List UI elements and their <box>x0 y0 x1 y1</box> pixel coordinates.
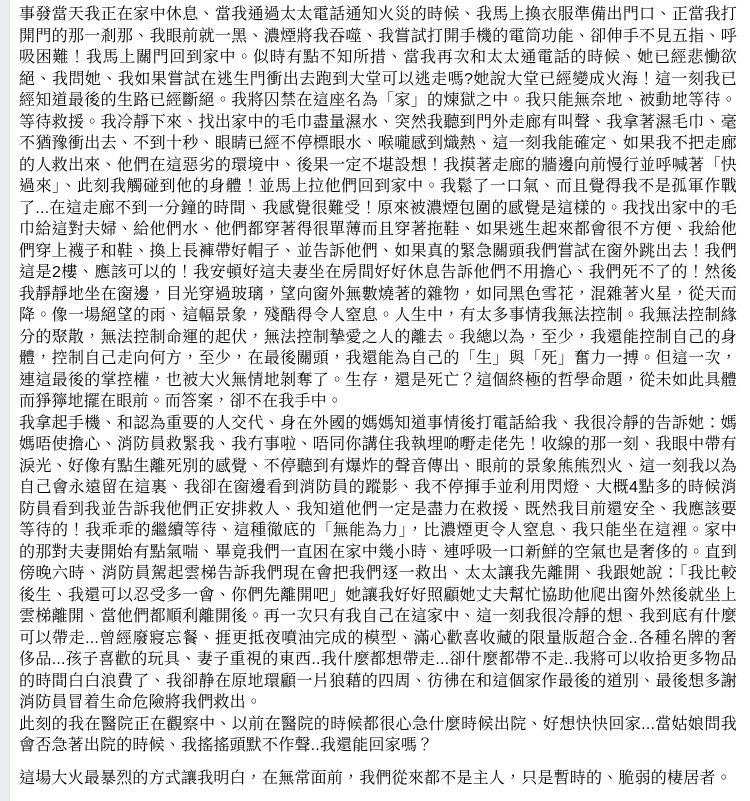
post-body-text <box>19 4 737 789</box>
paragraph-fire-outbreak: 事發當天我正在家中休息、當我通過太太電話通知火災的時候、我馬上換衣服準備出門口、正當我打開門的那一剎那、我眼前就一黑、濃煙將我吞噬、我嘗試打開手機的電筒功能、卻伸手不見五指、呼吸困難！我馬上關門回到家中。似時有點不知所措、當我再次和太太通電話的時候、她已經悲慟欲絕、我問她、我如果嘗試在逃生門衝出去跑到大堂可以逃走嗎?她說大堂已經變成火海！這一刻我已經知道最後的生路已經斷絕。我將囚禁在這座名為「家」的煉獄之中。我只能無奈地、被動地等待。等待救援。我冷靜下來、找出家中的毛巾盡量濕水、突然我聽到門外走廊有叫聲、我拿著濕毛巾、毫不猶豫衝出去、不到十秒、眼睛已經不停標眼水、喉嚨感到熾熱、這一刻我能確定、如果我不把走廊的人救出來、他們在這惡劣的環境中、後果一定不堪設想！我摸著走廊的牆邊向前慢行並呼喊著「快過來」、此刻我觸碰到他的身體！並馬上拉他們回到家中。我鬆了一口氣、而且覺得我不是孤軍作戰了...在這走廊不到一分鐘的時間、我感覺很難受！原來被濃煙包圍的感覺是這樣的。我找出家中的毛巾給這對夫婦、給他們水、他們都穿著得很單薄而且穿著拖鞋、如果逃生起來都會很不方便、我給他們穿上襪子和鞋、換上長褲帶好帽子、並告訴他們、如果真的緊急關頭我們嘗試在窗外跳出去！我們這是2樓、應該可以的！我安頓好這夫妻坐在房間好好休息告訴他們不用擔心、我們死不了的！然後我靜靜地坐在窗邊，目光穿過玻璃，望向窗外無數燒著的雜物，如同黑色雪花，混雜著火星，從天而降。像一場絕望的雨、這幅景象，殘酷得令人窒息。人生中，有太多事情我無法控制。我無法控制緣分的聚散，無法控制命運的起伏，無法控制摯愛之人的離去。我總以為，至少，我還能控制自己的身體，控制自己走向何方，至少，在最後關頭，我還能為自己的「生」與「死」奮力一搏。但這一次，連這最後的掌控權，也被大火無情地剝奪了。生存，還是死亡？這個終極的哲學命題，從未如此具體而猙獰地擺在眼前。而答案，卻不在我手中。 <box>19 6 737 410</box>
paragraph-hospital: 此刻的我在醫院正在觀察中、以前在醫院的時候都很心急什麼時候出院、好想快快回家...當姑娘問我會否急著出院的時候、我搖搖頭默不作聲..我還能回家嗎？ <box>19 715 737 754</box>
paragraph-rescue-wait: 我拿起手機、和認為重要的人交代、身在外國的媽媽知道事情後打電話給我、我很冷靜的告訴她：媽媽唔使擔心、消防員救緊我、我冇事啦、唔同你講住我執埋啲嘢走佬先！收線的那一刻、我眼中帶有淚光、好像有點生離死別的感覺、不停聽到有爆炸的聲音傳出、眼前的景象熊熊烈火、這一刻我以為自己會永遠留在這裏、我卻在窗邊看到消防員的蹤影、我不停揮手並利用閃燈、大概4點多的時候消防員看到我並告訴我他們正安排救人、我知道他們一定是盡力在救援、既然我目前還安全、我應該要等待的！我乖乖的繼續等待、這種徹底的「無能為力」，比濃煙更令人窒息、我只能坐在這裡。家中的那對夫妻開始有點氣喘、畢竟我們一直困在家中幾小時、連呼吸一口新鮮的空氣也是奢侈的。直到傍晚六時、消防員駕起雲梯告訴我們現在會把我們逐一救出、太太讓我先離開、我跟她說：「我比較後生、我還可以忍受多一會、你們先離開吧」她讓我好好照顧她丈夫幫忙協助他爬出窗外然後就坐上雲梯離開、當他們都順利離開後。再一次只有我自己在這家中、這一刻我很冷靜的想、我到底有什麼可以帶走...曾經廢寢忘餐、捱更抵夜噴油完成的模型、滿心歡喜收藏的限量版超合金..各種名牌的奢侈品...孩子喜歡的玩具、妻子重視的東西..我什麼都想帶走...卻什麼都帶不走..我將可以收拾更多物品的時間白白浪費了、我卻静在原地環顧一片狼藉的四周、彷彿在和這個家作最後的道別、最後想多謝消防員冒着生命危險將我們救出。 <box>19 414 737 711</box>
page-left-gutter <box>0 0 10 801</box>
paragraph-closing-reflection: 這場大火最暴烈的方式讓我明白，在無常面前，我們從來都不是主人，只是暫時的、脆弱的棲居者。 <box>19 769 732 787</box>
